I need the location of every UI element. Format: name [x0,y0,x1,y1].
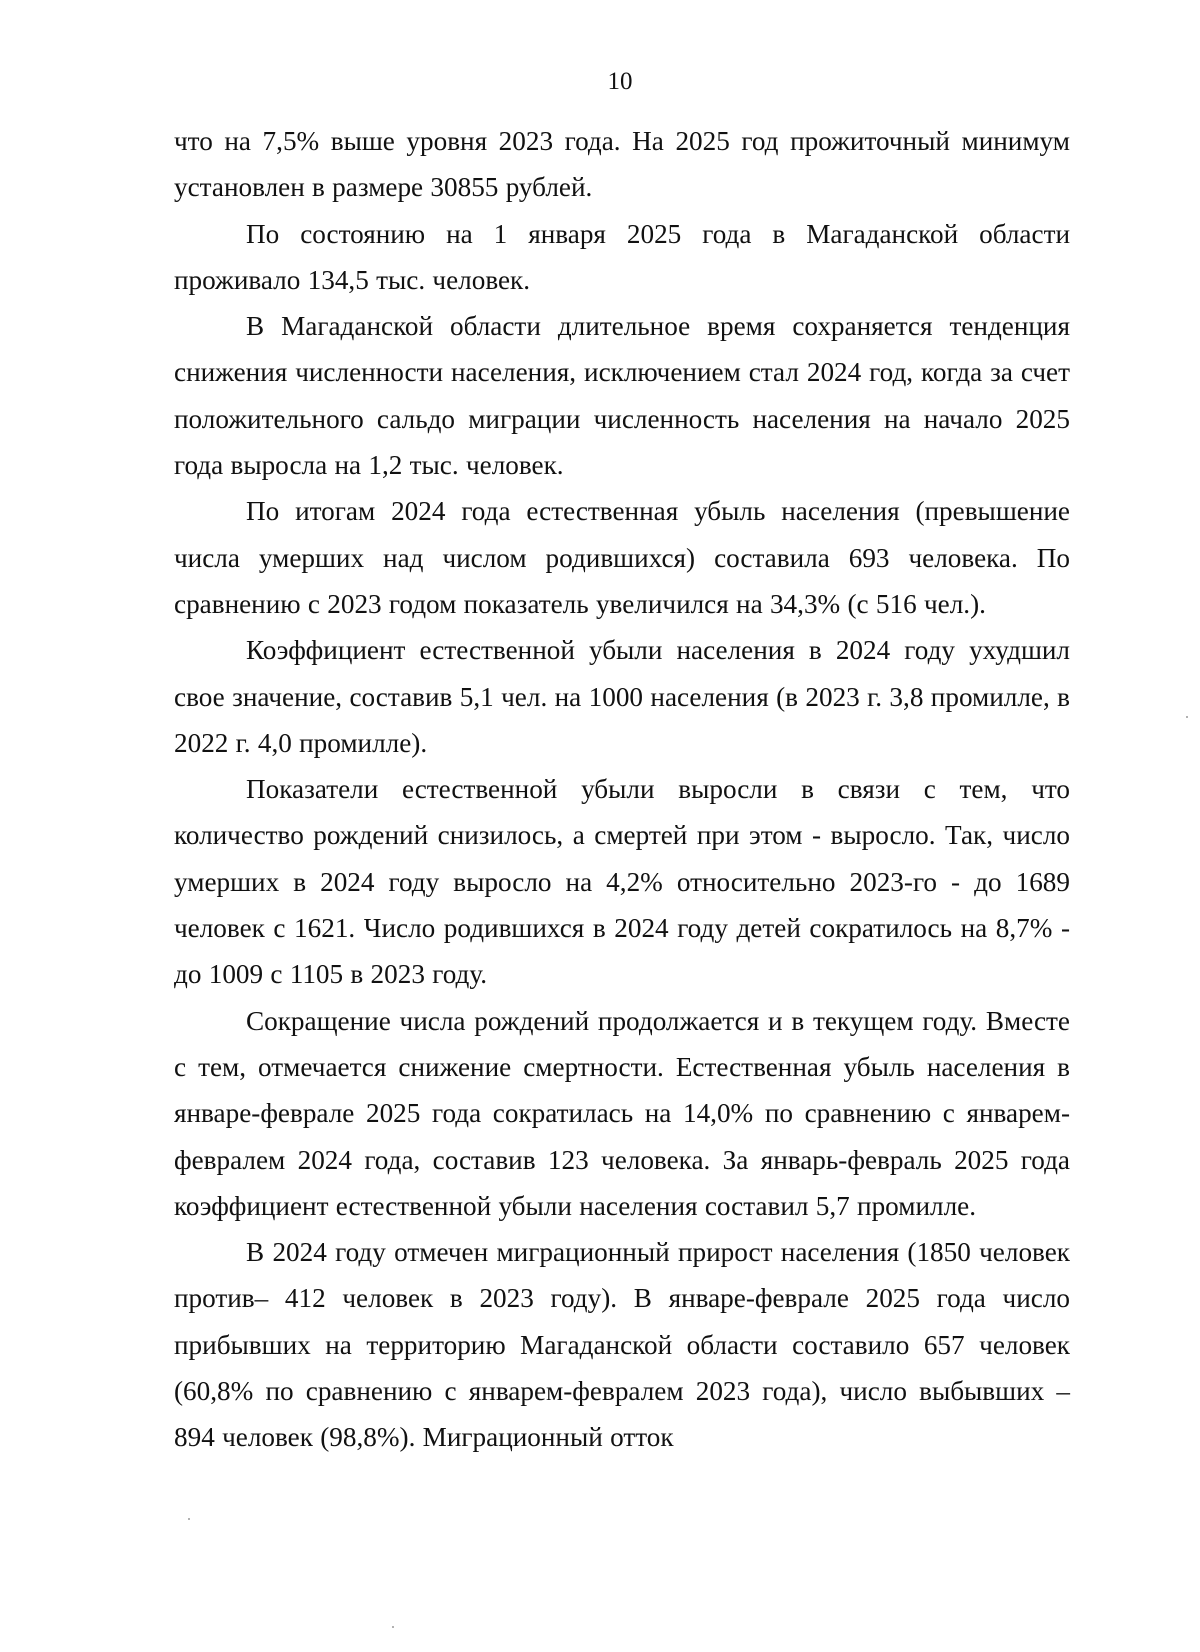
scan-speck [1186,716,1188,718]
paragraph-births-deaths: Показатели естественной убыли выросли в связи с тем, что количество рождений снизилось, а смертей при этом - выросло. Так, число умерших в 2024 году выросло на 4,2% относительно 2023-го - до 1689 человек с 1621. Число родившихся в 2024 году детей сократилось на 8,7% - до 1009 с 1105 в 2023 году. [174,774,1070,990]
paragraph-current-year: Сокращение числа рождений продолжается и в текущем году. Вместе с тем, отмечается снижение смертности. Естественная убыль населения в январе-феврале 2025 года сократилась на 14,0% по сравнению с январем-февралем 2024 года, составив 123 человека. За январь-февраль 2025 года коэффициент естественной убыли населения составил 5,7 промилле. [174,1005,1070,1221]
paragraph-continuation: что на 7,5% выше уровня 2023 года. На 2025 год прожиточный минимум установлен в размере 30855 рублей. [174,126,1070,203]
page-number: 10 [607,68,633,95]
document-body [174,118,1070,1461]
paragraph-population-trend: В Магаданской области длительное время сохраняется тенденция снижения численности населения, исключением стал 2024 год, когда за счет положительного сальдо миграции численность населения на начало 2025 года выросла на 1,2 тыс. человек. [174,311,1070,481]
paragraph-migration: В 2024 году отмечен миграционный прирост населения (1850 человек против– 412 человек в 2023 году). В январе-феврале 2025 года число прибывших на территорию Магаданской области составило 657 человек (60,8% по сравнению с январем-февралем 2023 года), число выбывших – 894 человек (98,8%). Миграционный отток [174,1237,1070,1453]
paragraph-population-count: По состоянию на 1 января 2025 года в Магаданской области проживало 134,5 тыс. человек. [174,218,1070,295]
scan-speck [392,1626,394,1628]
paragraph-natural-decline: По итогам 2024 года естественная убыль населения (превышение числа умерших над числом родившихся) составила 693 человека. По сравнению с 2023 годом показатель увеличился на 34,3% (с 516 чел.). [174,496,1070,619]
scan-speck [188,1518,190,1520]
paragraph-decline-coefficient: Коэффициент естественной убыли населения в 2024 году ухудшил свое значение, составив 5,1 чел. на 1000 населения (в 2023 г. 3,8 промилле, в 2022 г. 4,0 промилле). [174,635,1070,758]
